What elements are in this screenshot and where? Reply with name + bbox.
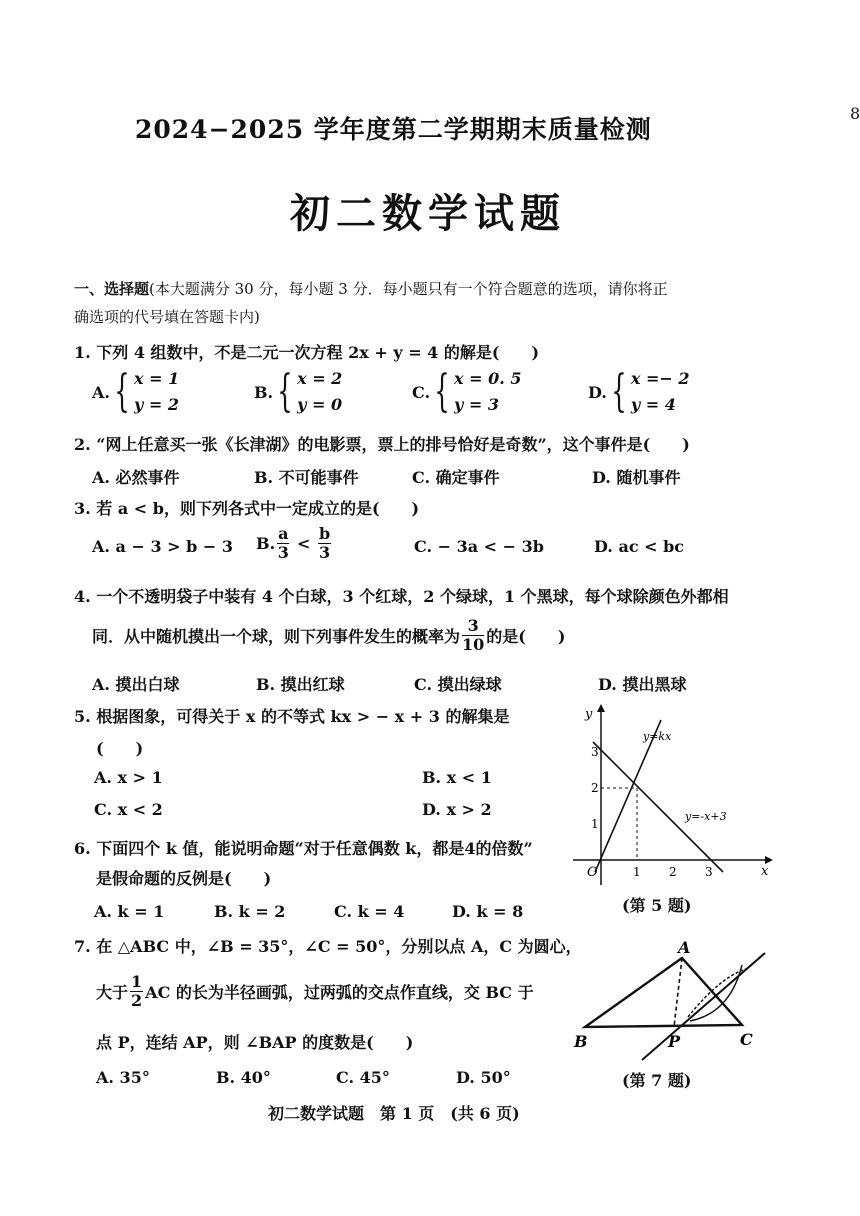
q3-stem: 3. 若 a < b，则下列各式中一定成立的是( )	[74, 499, 420, 518]
point-c-label: C	[740, 1030, 753, 1049]
subject-title: 初二数学试题	[290, 190, 566, 237]
exam-title: 2024−2025 学年度第二学期期末质量检测	[135, 115, 652, 144]
q7-option-c: C. 45°	[336, 1068, 390, 1087]
q5-option-d: D. x > 2	[422, 800, 492, 819]
q5-option-a: A. x > 1	[94, 768, 163, 787]
q1-stem: 1. 下列 4 组数中，不是二元一次方程 2x + y = 4 的解是( )	[74, 343, 540, 362]
q6-option-b: B. k = 2	[214, 902, 286, 921]
q7-option-a: A. 35°	[96, 1068, 150, 1087]
q6-stem-line1: 6. 下面四个 k 值，能说明命题“对于任意偶数 k，都是4的倍数”	[74, 839, 533, 858]
q6-option-a: A. k = 1	[94, 902, 165, 921]
section1-line1	[74, 278, 668, 299]
point-b-label: B	[574, 1032, 588, 1051]
q7-triangle-figure	[570, 935, 780, 1070]
page-footer: 初二数学试题 第 1 页 (共 6 页)	[268, 1104, 520, 1123]
point-p-label: P	[668, 1032, 681, 1051]
q2-option-a: A. 必然事件	[92, 468, 180, 487]
q1-option-a: A.{ x = 1 y = 2	[92, 366, 180, 417]
q7-stem-line1: 7. 在 △ABC 中，∠B = 35°，∠C = 50°，分别以点 A，C 为圆心，	[74, 937, 582, 956]
corner-mark: 8	[850, 104, 860, 123]
q7-figure-caption: (第 7 题)	[622, 1071, 692, 1090]
section1-heading: 一、选择题	[74, 280, 150, 298]
line-y-kx-label: y=kx	[643, 730, 672, 743]
q3-option-a: A. a − 3 > b − 3	[92, 537, 234, 556]
q1-option-c: C.{ x = 0. 5 y = 3	[412, 366, 522, 417]
q4-option-a: A. 摸出白球	[92, 675, 180, 694]
q5-option-b: B. x < 1	[422, 768, 492, 787]
x-tick-3: 3	[705, 865, 713, 879]
q5-graph-figure	[565, 700, 775, 890]
y-tick-2: 2	[591, 781, 599, 795]
q2-option-b: B. 不可能事件	[254, 468, 359, 487]
x-tick-1: 1	[633, 865, 641, 879]
origin-label: O	[587, 865, 598, 880]
q5-stem-line2: ( )	[96, 739, 144, 758]
y-tick-3: 3	[591, 745, 599, 759]
q2-option-c: C. 确定事件	[412, 468, 500, 487]
q1-option-b: B.{ x = 2 y = 0	[254, 366, 343, 417]
line-y-neg-x-plus-3-label: y=-x+3	[685, 810, 727, 823]
section1-instructions-1: (本大题满分 30 分，每小题 3 分．每小题只有一个符合题意的选项，请你将正	[149, 280, 668, 298]
q3-option-b: B. $\frac{a}{3}$ < $\frac{b}{3}$	[256, 524, 331, 562]
q4-stem-line1: 4. 一个不透明袋子中装有 4 个白球，3 个红球，2 个绿球，1 个黑球，每个球除颜色外都相	[74, 587, 729, 606]
q7-stem-line3: 点 P，连结 AP，则 ∠BAP 的度数是( )	[96, 1033, 414, 1052]
q2-stem: 2. “网上任意买一张《长津湖》的电影票，票上的排号恰好是奇数”，这个事件是( )	[74, 435, 690, 454]
q7-stem-line2: 大于 $\frac{1}{2}$ AC 的长为半径画弧，过两弧的交点作直线，交 BC 于	[96, 972, 534, 1010]
segment-ap	[674, 958, 682, 1027]
section1-instructions-2: 确选项的代号填在答题卡内)	[74, 308, 260, 326]
q3-option-d: D. ac < bc	[594, 537, 685, 556]
q7-option-d: D. 50°	[456, 1068, 511, 1087]
q5-option-c: C. x < 2	[94, 800, 163, 819]
line-y-neg-x-plus-3	[593, 742, 723, 872]
q5-figure-caption: (第 5 题)	[622, 896, 692, 915]
point-a-label: A	[678, 938, 691, 957]
q1-option-d: D.{ x =− 2 y = 4	[588, 366, 690, 417]
q6-stem-line2: 是假命题的反例是( )	[96, 869, 272, 888]
q6-option-d: D. k = 8	[452, 902, 524, 921]
q4-stem-line2: 同．从中随机摸出一个球，则下列事件发生的概率为 $\frac{3}{10}$ 的是( )	[92, 616, 566, 654]
y-axis-label: y	[585, 707, 593, 722]
y-tick-1: 1	[591, 817, 599, 831]
q6-option-c: C. k = 4	[334, 902, 405, 921]
x-tick-2: 2	[669, 865, 677, 879]
q5-stem-line1: 5. 根据图象，可得关于 x 的不等式 kx > − x + 3 的解集是	[74, 707, 510, 726]
q2-option-d: D. 随机事件	[592, 468, 681, 487]
q7-option-b: B. 40°	[216, 1068, 271, 1087]
q4-option-d: D. 摸出黑球	[598, 675, 687, 694]
y-axis-arrow-icon	[597, 704, 605, 712]
x-axis-label: x	[761, 864, 769, 879]
q4-option-c: C. 摸出绿球	[414, 675, 502, 694]
q4-option-b: B. 摸出红球	[256, 675, 345, 694]
q3-option-c: C. − 3a < − 3b	[414, 537, 544, 556]
x-axis-arrow-icon	[765, 856, 773, 864]
